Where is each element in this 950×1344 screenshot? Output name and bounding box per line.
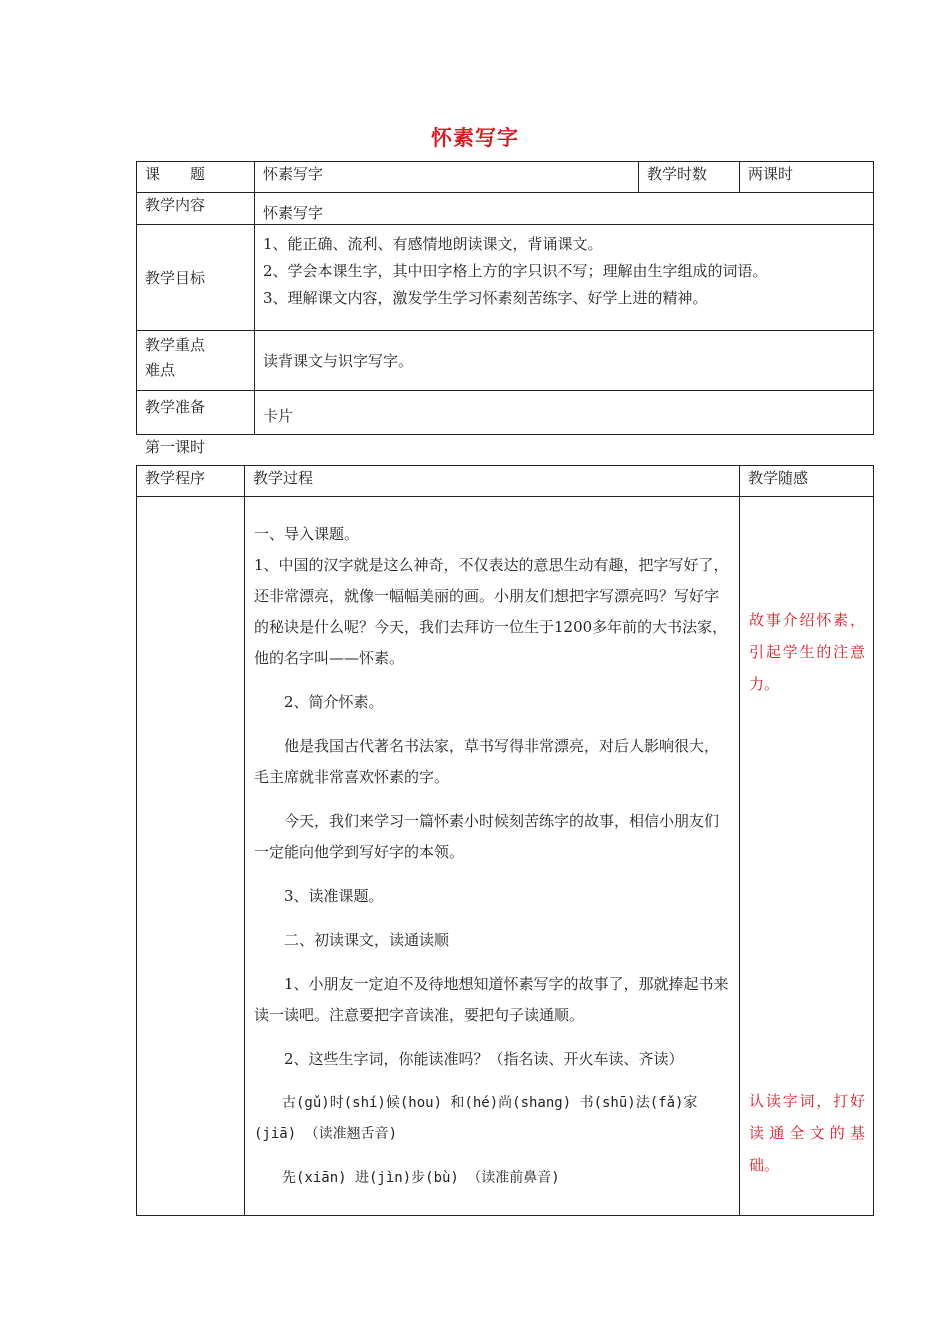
prep-label: 教学准备 [137,391,255,435]
pinyin-line: 古(gǔ)时(shí)候(hou) 和(hé)尚(shang) 书(shū)法(fǎ)家(jiā) （读准翘舌音) [254,1095,698,1142]
col-header-notes: 教学随感 [740,466,874,497]
focus-label-line: 难点 [145,361,176,379]
process-paragraph: 2、这些生字词，你能读准吗？（指名读、开火车读、齐读） [284,1050,684,1068]
goal-item: 2、学会本课生字，其中田字格上方的字只识不写；理解由生字组成的词语。 [263,262,768,280]
topic-label: 课 题 [137,162,255,193]
process-paragraph: 1、中国的汉字就是这么神奇，不仅表达的意思生动有趣，把字写好了，还非常漂亮，就像一幅幅美丽的画。小朋友们想把字写漂亮吗？写好字的秘诀是什么呢？今天，我们去拜访一位生于1200多年前的大书法家，他的名字叫——怀素。 [254,556,729,667]
page-title: 怀素写字 [431,126,519,150]
col-header-procedure: 教学程序 [137,466,245,497]
teaching-note: 故事介绍怀素，引起学生的注意力。 [749,611,865,693]
lesson-info-table [136,161,874,435]
col-header-process: 教学过程 [245,466,740,497]
section-label: 第一课时 [145,438,206,456]
procedure-cell [137,497,245,1216]
process-paragraph: 他是我国古代著名书法家，草书写得非常漂亮，对后人影响很大，毛主席就非常喜欢怀素的字。 [254,737,720,786]
process-paragraph: 1、小朋友一定迫不及待地想知道怀素写字的故事了，那就捧起书来读一读吧。注意要把字音读准，要把句子读通顺。 [254,975,729,1024]
process-paragraph: 3、读准课题。 [284,887,384,905]
process-paragraph: 二、初读课文，读通读顺 [284,931,450,949]
hours-value: 两课时 [740,162,874,193]
process-paragraph: 2、简介怀素。 [284,693,384,711]
process-paragraph: 一、导入课题。 [254,525,360,543]
hours-label: 教学时数 [639,162,740,193]
topic-value: 怀素写字 [255,162,639,193]
goals-cell [255,225,874,331]
content-value: 怀素写字 [255,193,874,225]
teaching-note: 认读字词，打好读通全文的基础。 [749,1092,865,1174]
prep-value: 卡片 [255,391,874,435]
pinyin-line: 先(xiān) 进(jìn)步(bù) （读准前鼻音) [282,1170,560,1186]
focus-label-line: 教学重点 [145,336,206,354]
focus-label [137,331,255,391]
goal-item: 3、理解课文内容，激发学生学习怀素刻苦练字、好学上进的精神。 [263,289,708,307]
content-label: 教学内容 [137,193,255,225]
process-paragraph: 今天，我们来学习一篇怀素小时候刻苦练字的故事，相信小朋友们一定能向他学到写好字的本领。 [254,812,720,861]
notes-cell [740,497,874,1216]
goals-label: 教学目标 [137,225,255,331]
goal-item: 1、能正确、流利、有感情地朗读课文，背诵课文。 [263,235,603,253]
process-content [245,497,740,1216]
teaching-process-table [136,465,874,1216]
focus-value: 读背课文与识字写字。 [255,331,874,391]
